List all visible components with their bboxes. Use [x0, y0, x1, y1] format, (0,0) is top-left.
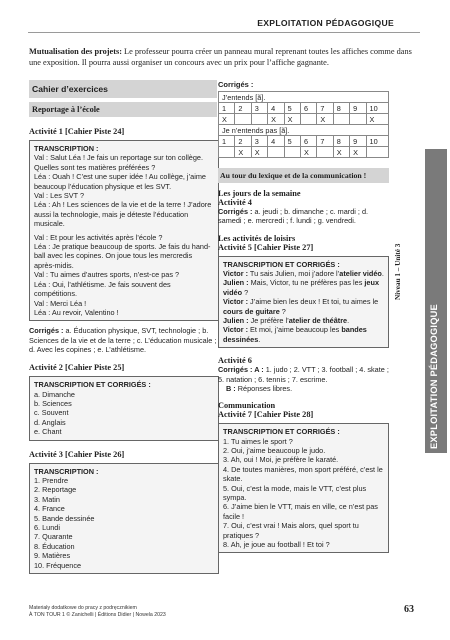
grid-mark: X — [350, 147, 366, 158]
grid-number: 3 — [251, 136, 267, 147]
grid-mark — [366, 147, 388, 158]
list-item: e. Chant — [34, 427, 62, 437]
side-tab-label: EXPLOITATION PÉDAGOGIQUE — [429, 304, 439, 449]
grid-number: 5 — [284, 136, 300, 147]
transcription-line: Léa : Au revoir, Valentino ! — [34, 307, 119, 317]
grid-mark — [251, 114, 267, 125]
grid-mark: X — [251, 147, 267, 158]
footer-line: Materiały dodatkowe do pracy z podręcznikiem — [29, 605, 137, 611]
grid-mark: X — [333, 147, 349, 158]
grid-number: 4 — [268, 103, 284, 114]
grid-mark: X — [235, 147, 251, 158]
grid-mark — [350, 114, 366, 125]
list-item: 3. Matin — [34, 494, 60, 504]
grid-mark — [219, 147, 235, 158]
transcription-line: Léa : Oui, l’athlétisme. Je fais souvent des compétitions. — [34, 279, 171, 299]
list-item: 1. Tu aimes le sport ? — [223, 436, 293, 446]
act6-corriges — [218, 365, 389, 393]
act1-title: Activité 1 [Cahier Piste 24] — [29, 127, 125, 136]
list-item: 6. Lundi — [34, 523, 60, 533]
act1-transcription-head: TRANSCRIPTION : — [34, 144, 99, 153]
list-item: 1. Prendre — [34, 476, 69, 486]
grid-mark — [284, 147, 300, 158]
list-item: 4. De toutes manières, mon sport préféré, c’est le skate. — [223, 464, 383, 484]
list-item: 5. Oui, c’est la mode, mais le VTT, c’est plus sympa. — [223, 483, 367, 502]
act5-box — [218, 256, 389, 349]
list-item: 7. Quarante — [34, 532, 73, 542]
grid-mark: X — [300, 147, 316, 158]
act7-box — [218, 423, 389, 553]
grid-number: 6 — [300, 103, 316, 114]
transcription-line: Val : Et pour les activités après l’école ? — [34, 232, 163, 242]
right-column — [218, 80, 389, 553]
grid-mark: X — [284, 114, 300, 125]
list-item: a. Dimanche — [34, 389, 75, 399]
page-header — [0, 0, 450, 42]
grid-number: 2 — [235, 103, 251, 114]
footer-credits — [29, 605, 166, 618]
lexique-heading: Au tour du lexique et de la communication ! — [218, 168, 389, 183]
act4-label: Corrigés : — [218, 207, 253, 216]
loisirs-title: Les activités de loisirs — [218, 233, 296, 243]
act6-title: Activité 6 — [218, 356, 252, 366]
table-row — [219, 103, 389, 114]
act5-title: Activité 5 [Cahier Piste 27] — [218, 242, 314, 252]
grid-mark: X — [219, 114, 235, 125]
list-item: 8. Ah, je joue au football ! Et toi ? — [223, 540, 330, 550]
act1-transcription — [29, 140, 219, 321]
transcription-line: Val : Salut Léa ! Je fais un reportage sur ton collège. Quelles sont tes matières préférées ? — [34, 153, 204, 172]
grid-number: 7 — [317, 103, 333, 114]
grid-number: 10 — [366, 103, 388, 114]
transcription-line: Val : Merci Léa ! — [34, 298, 87, 308]
list-item: 4. France — [34, 504, 65, 514]
footer-line: À TON TOUR 1 © Zanichelli | Éditions Didier | Nowela 2023 — [29, 611, 166, 618]
act1-corriges — [29, 326, 217, 354]
intro-paragraph — [29, 47, 421, 68]
grid-number: 2 — [235, 136, 251, 147]
act5-dialogue: Victor : Tu sais Julien, moi j’adore l’atelier vidéo. Julien : Mais, Victor, tu ne préfères pas les jeux vidéo ? Victor : J’aime bien les deux ! Et toi, tu aimes le cours de guitare ? Julien : Je préfère l’atelier de théâtre. Victor : Et moi, j’aime beaucoup les bandes dessinées. — [223, 269, 384, 344]
grid-number: 7 — [317, 136, 333, 147]
table-row — [219, 147, 389, 158]
list-item: 9. Matières — [34, 551, 71, 561]
list-item: 2. Oui, j’aime beaucoup le judo. — [223, 445, 326, 455]
act4-title: Activité 4 — [218, 198, 252, 207]
act2-head: TRANSCRIPTION ET CORRIGÉS : — [34, 380, 151, 390]
grid-number: 6 — [300, 136, 316, 147]
act1-corriges-text: a. Éducation physique, SVT, technologie ; b. Sciences de la vie et de la terre ; c. L’éducation musicale ; d. Avec les copines ; e. L’athlétisme. — [29, 326, 217, 354]
grid-number: 10 — [366, 136, 388, 147]
grid-number: 5 — [284, 103, 300, 114]
cahier-heading: Cahier d’exercices — [29, 80, 217, 98]
act2-box — [29, 376, 219, 440]
grid-mark — [317, 147, 333, 158]
niveau-label: Niveau 1 – Unité 3 — [394, 243, 402, 300]
act6-b-label: B : — [226, 383, 236, 393]
act6-a-label: Corrigés : A : — [218, 365, 264, 375]
act4-corriges — [218, 207, 389, 226]
comm-title: Communication — [218, 401, 276, 411]
list-item: 7. Oui, c’est vrai ! Mais alors, quel sport tu pratiques ? — [223, 521, 359, 540]
act4-text: a. jeudi ; b. dimanche ; c. mardi ; d. samedi ; e. mercredi ; f. lundi ; g. vendredi. — [218, 207, 369, 226]
list-item: 6. J’aime bien le VTT, mais en ville, ce n’est pas facile ! — [223, 502, 378, 521]
list-item: 2. Reportage — [34, 485, 77, 495]
act7-title: Activité 7 [Cahier Piste 28] — [218, 410, 314, 420]
left-column — [29, 80, 219, 600]
header-title: EXPLOITATION PÉDAGOGIQUE — [253, 18, 398, 28]
grid-mark — [268, 147, 284, 158]
list-item: b. Sciences — [34, 399, 72, 409]
table-row — [219, 114, 389, 125]
grid-number: 3 — [251, 103, 267, 114]
transcription-line: Léa : Je pratique beaucoup de sports. Je fais du hand-ball avec les copines. On joue tous les mercredis après-midis. — [34, 242, 211, 270]
intro-label: Mutualisation des projets: — [29, 47, 122, 56]
grid-number: 9 — [350, 103, 366, 114]
act3-head: TRANSCRIPTION : — [34, 466, 99, 476]
transcription-line: Léa : Ouah ! C’est une super idée ! Au collège, j’aime beaucoup l’éducation physique et les SVT. — [34, 172, 206, 191]
reportage-heading: Reportage à l’école — [29, 102, 217, 117]
grid-number: 8 — [333, 136, 349, 147]
grid-number: 4 — [268, 136, 284, 147]
sound-grid — [218, 91, 389, 158]
jours-title: Les jours de la semaine — [218, 189, 301, 198]
act7-head: TRANSCRIPTION ET CORRIGÉS : — [223, 427, 340, 437]
list-item: 8. Éducation — [34, 541, 75, 551]
header-rule — [28, 32, 420, 33]
transcription-line: Val : Les SVT ? — [34, 191, 85, 201]
grid-number: 1 — [219, 103, 235, 114]
grid-number: 9 — [350, 136, 366, 147]
corriges-label: Corrigés : — [218, 80, 254, 89]
grid-mark: X — [366, 114, 388, 125]
grid-number: 8 — [333, 103, 349, 114]
list-item: c. Souvent — [34, 408, 69, 418]
list-item: 3. Ah, oui ! Moi, je préfère le karaté. — [223, 455, 339, 465]
act1-corriges-label: Corrigés : — [29, 326, 64, 336]
grid-mark: X — [317, 114, 333, 125]
nentends-label: Je n’entends pas [ã]. — [219, 125, 389, 136]
grid-mark — [333, 114, 349, 125]
act3-box — [29, 463, 219, 574]
act6-b-text: Réponses libres. — [235, 383, 293, 393]
grid-mark — [300, 114, 316, 125]
list-item: 5. Bande dessinée — [34, 513, 95, 523]
entends-label: J’entends [ã]. — [219, 92, 389, 103]
intro-text: Le professeur pourra créer un panneau mural reprenant toutes les affiches comme dans une exposition. Il pourra aussi organiser un concours avec un prix pour l’affiche gagnante. — [29, 47, 412, 67]
grid-mark — [235, 114, 251, 125]
act2-title: Activité 2 [Cahier Piste 25] — [29, 363, 125, 373]
act5-head: TRANSCRIPTION ET CORRIGÉS : — [223, 259, 340, 269]
transcription-line: Léa : Ah ! Les sciences de la vie et de la terre ! J’adore aussi la technologie, mais je déteste l’éducation musicale. — [34, 200, 212, 229]
transcription-line: Val : Tu aimes d’autres sports, n’est-ce pas ? — [34, 270, 180, 280]
act6-a-text: 1. judo ; 2. VTT ; 3. football ; 4. skate ; 5. natation ; 6. tennis ; 7. escrime. — [218, 365, 389, 384]
page-number: 63 — [404, 604, 414, 615]
grid-mark: X — [268, 114, 284, 125]
list-item: d. Anglais — [34, 417, 66, 427]
table-row — [219, 136, 389, 147]
grid-number: 1 — [219, 136, 235, 147]
list-item: 10. Fréquence — [34, 560, 82, 570]
act3-title: Activité 3 [Cahier Piste 26] — [29, 449, 125, 459]
